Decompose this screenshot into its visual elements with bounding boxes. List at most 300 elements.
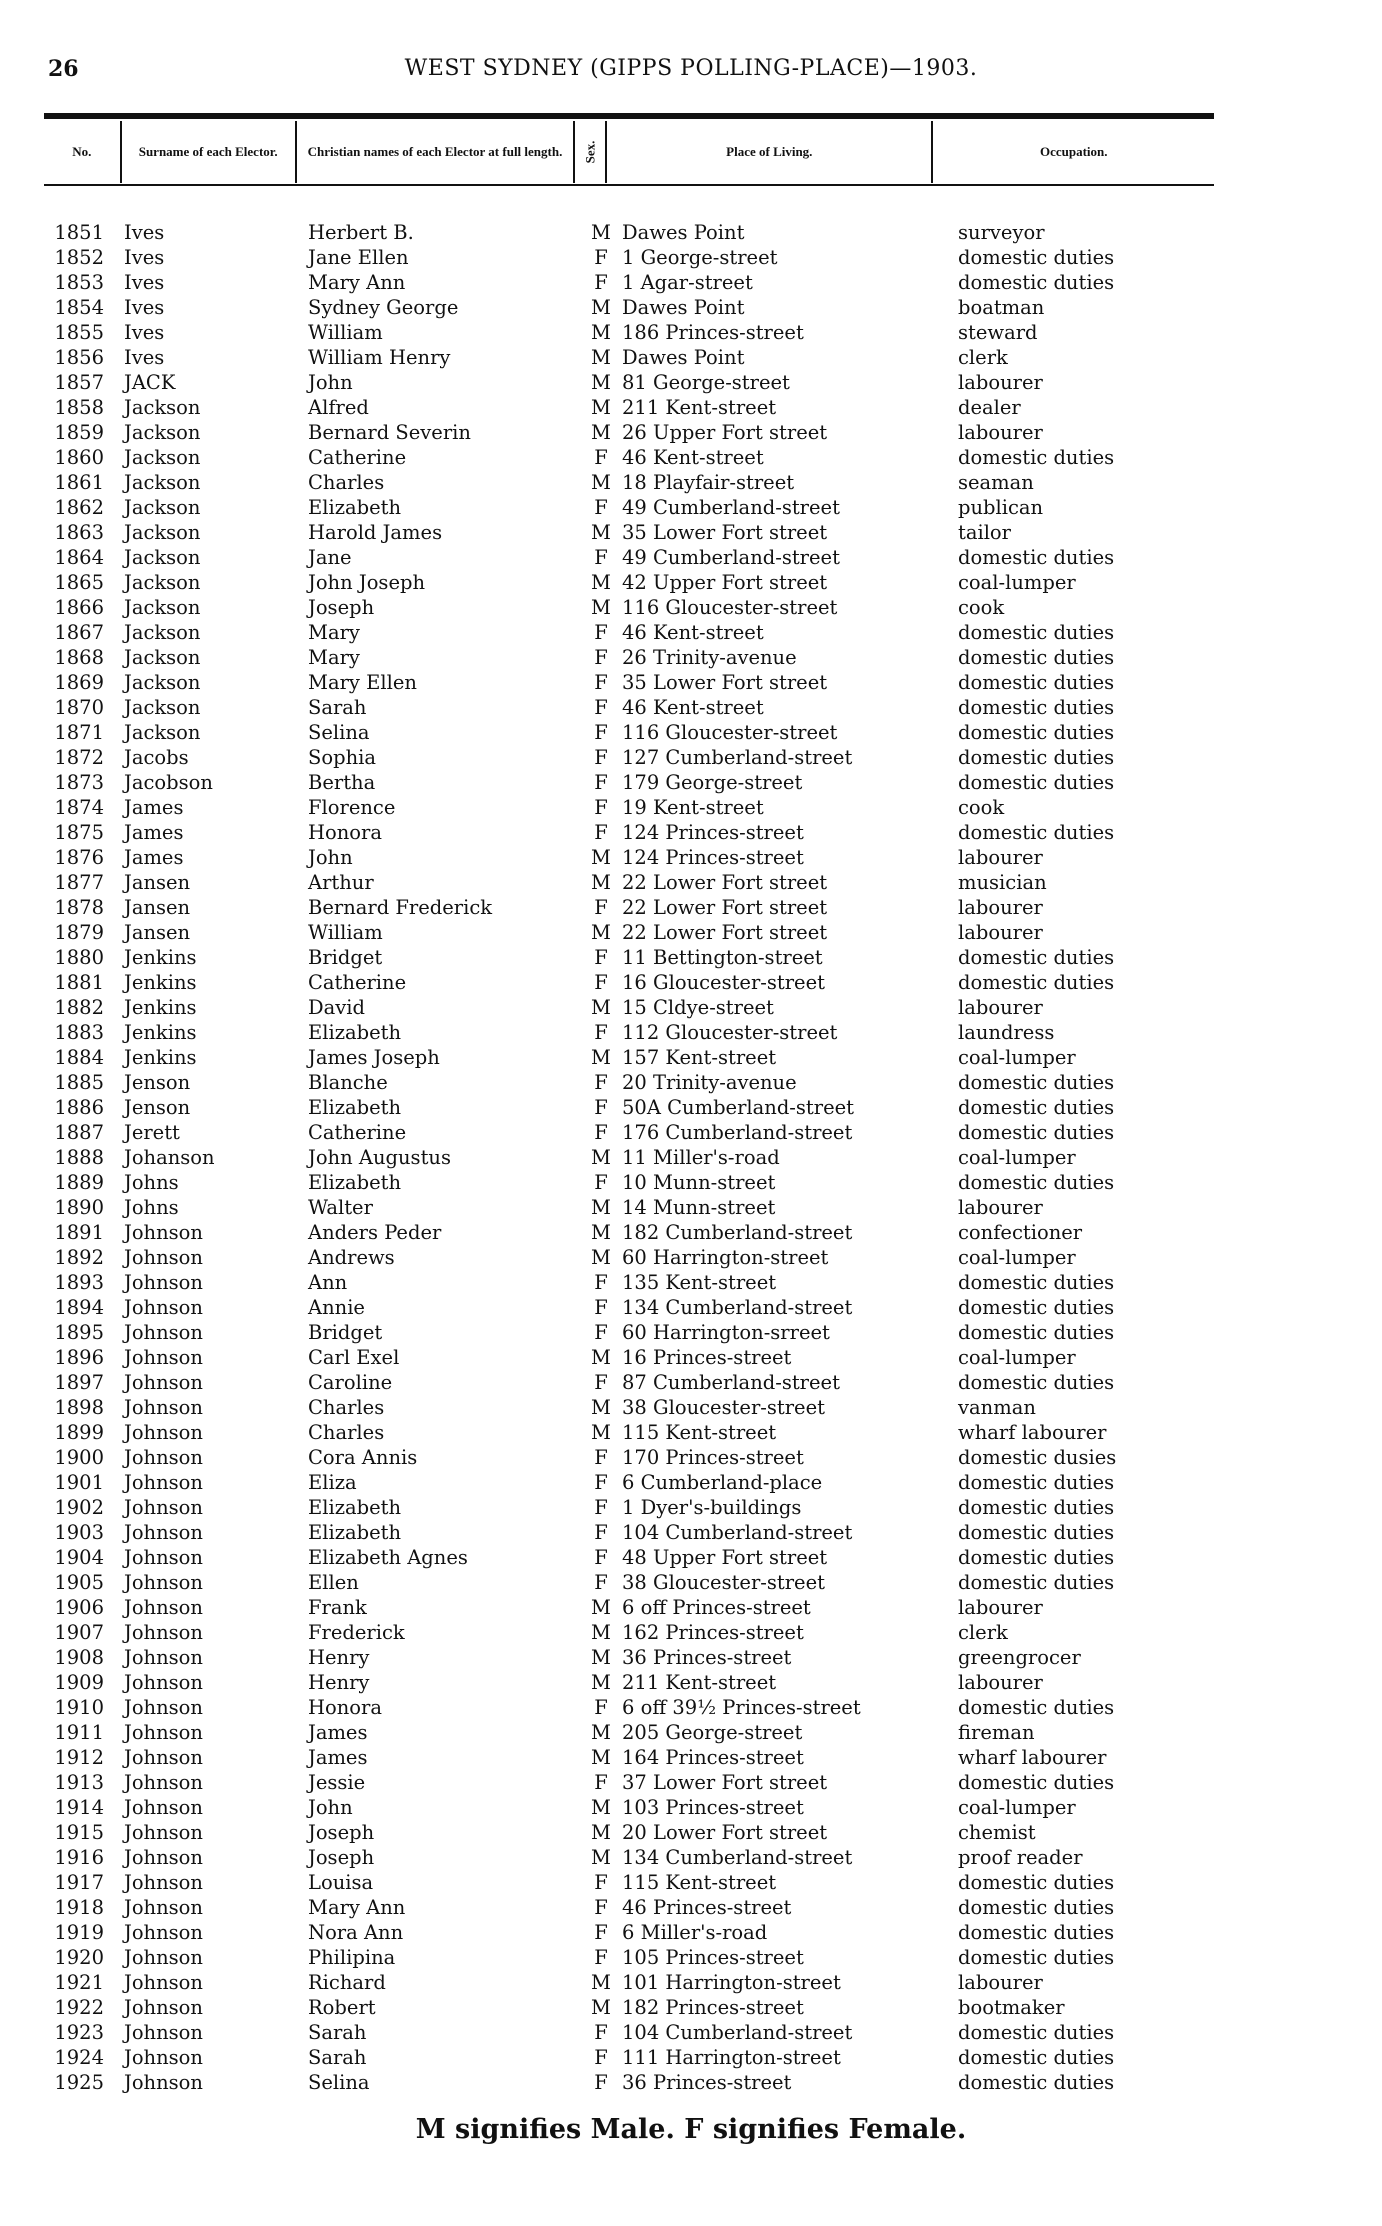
- elector-place-of-living: 36 Princes-street: [622, 2071, 792, 2094]
- table-row: [0, 1420, 1382, 1445]
- elector-surname: Johnson: [124, 1271, 203, 1294]
- elector-place-of-living: 35 Lower Fort street: [622, 671, 828, 694]
- elector-surname: James: [124, 821, 184, 844]
- elector-occupation: domestic duties: [958, 771, 1115, 794]
- elector-occupation: steward: [958, 321, 1038, 344]
- elector-place-of-living: 46 Princes-street: [622, 1896, 792, 1919]
- table-row: [0, 1995, 1382, 2020]
- elector-number: 1902: [54, 1496, 104, 1519]
- footer-legend: M signifies Male. F signifies Female.: [415, 2114, 967, 2145]
- elector-christian-names: Joseph: [308, 1846, 375, 1869]
- elector-christian-names: Herbert B.: [308, 221, 414, 244]
- elector-surname: Jenkins: [124, 1046, 197, 1069]
- table-row: [0, 245, 1382, 270]
- elector-number: 1882: [54, 996, 104, 1019]
- elector-occupation: tailor: [958, 521, 1011, 544]
- elector-place-of-living: 50A Cumberland-street: [622, 1096, 854, 1119]
- elector-occupation: labourer: [958, 846, 1043, 869]
- elector-surname: Jackson: [124, 496, 201, 519]
- elector-surname: Johnson: [124, 1646, 203, 1669]
- elector-christian-names: Bertha: [308, 771, 376, 794]
- elector-sex: F: [594, 2021, 608, 2044]
- elector-occupation: domestic duties: [958, 1546, 1115, 1569]
- elector-place-of-living: 1 George-street: [622, 246, 778, 269]
- elector-sex: M: [591, 1621, 611, 1644]
- elector-occupation: domestic duties: [958, 1946, 1115, 1969]
- elector-number: 1883: [54, 1021, 104, 1044]
- elector-christian-names: Jessie: [308, 1771, 366, 1794]
- elector-surname: Jackson: [124, 421, 201, 444]
- elector-place-of-living: 38 Gloucester-street: [622, 1571, 825, 1594]
- elector-surname: Jackson: [124, 671, 201, 694]
- table-row: [0, 2070, 1382, 2095]
- elector-christian-names: John: [308, 1796, 353, 1819]
- elector-place-of-living: 87 Cumberland-street: [622, 1371, 840, 1394]
- elector-christian-names: William: [308, 921, 383, 944]
- elector-christian-names: John Joseph: [308, 571, 426, 594]
- elector-occupation: domestic duties: [958, 1571, 1115, 1594]
- elector-surname: Johns: [124, 1171, 179, 1194]
- elector-christian-names: William Henry: [308, 346, 451, 369]
- elector-occupation: musician: [958, 871, 1047, 894]
- elector-christian-names: Joseph: [308, 1821, 375, 1844]
- elector-sex: M: [591, 221, 611, 244]
- table-row: [0, 795, 1382, 820]
- elector-sex: F: [594, 946, 608, 969]
- elector-christian-names: Ann: [308, 1271, 348, 1294]
- elector-place-of-living: 60 Harrington-street: [622, 1246, 829, 1269]
- elector-surname: Johnson: [124, 1446, 203, 1469]
- elector-occupation: coal-lumper: [958, 1346, 1076, 1369]
- elector-christian-names: Ellen: [308, 1571, 359, 1594]
- elector-surname: JACK: [124, 371, 176, 394]
- elector-sex: F: [594, 671, 608, 694]
- elector-christian-names: Henry: [308, 1646, 370, 1669]
- table-row: [0, 295, 1382, 320]
- elector-number: 1893: [54, 1271, 104, 1294]
- column-header-christian-names: Christian names of each Elector at full length.: [297, 121, 576, 183]
- elector-sex: M: [591, 571, 611, 594]
- elector-sex: M: [591, 846, 611, 869]
- page-number: 26: [48, 56, 79, 82]
- elector-number: 1855: [54, 321, 104, 344]
- elector-sex: F: [594, 971, 608, 994]
- elector-number: 1898: [54, 1396, 104, 1419]
- elector-surname: Johnson: [124, 1796, 203, 1819]
- elector-occupation: domestic duties: [958, 1521, 1115, 1544]
- elector-christian-names: Richard: [308, 1971, 386, 1994]
- elector-occupation: domestic duties: [958, 1296, 1115, 1319]
- elector-surname: Johnson: [124, 2021, 203, 2044]
- table-row: [0, 1545, 1382, 1570]
- elector-number: 1880: [54, 946, 104, 969]
- elector-sex: F: [594, 646, 608, 669]
- elector-occupation: domestic duties: [958, 446, 1115, 469]
- elector-place-of-living: 37 Lower Fort street: [622, 1771, 828, 1794]
- elector-sex: F: [594, 621, 608, 644]
- elector-christian-names: James: [308, 1746, 368, 1769]
- elector-number: 1870: [54, 696, 104, 719]
- elector-christian-names: Jane: [308, 546, 352, 569]
- elector-number: 1876: [54, 846, 104, 869]
- elector-number: 1873: [54, 771, 104, 794]
- elector-occupation: domestic duties: [958, 1496, 1115, 1519]
- elector-number: 1862: [54, 496, 104, 519]
- elector-sex: M: [591, 1146, 611, 1169]
- elector-christian-names: Mary: [308, 621, 360, 644]
- elector-christian-names: Sarah: [308, 2021, 367, 2044]
- elector-christian-names: Bernard Frederick: [308, 896, 493, 919]
- elector-sex: M: [591, 1821, 611, 1844]
- elector-surname: Johnson: [124, 1471, 203, 1494]
- elector-occupation: domestic duties: [958, 246, 1115, 269]
- table-row: [0, 620, 1382, 645]
- elector-number: 1901: [54, 1471, 104, 1494]
- elector-sex: M: [591, 1246, 611, 1269]
- elector-surname: Johnson: [124, 1246, 203, 1269]
- elector-surname: Johnson: [124, 1696, 203, 1719]
- elector-surname: Johnson: [124, 1821, 203, 1844]
- table-row: [0, 1820, 1382, 1845]
- elector-number: 1905: [54, 1571, 104, 1594]
- table-row: [0, 1445, 1382, 1470]
- elector-number: 1896: [54, 1346, 104, 1369]
- elector-occupation: labourer: [958, 421, 1043, 444]
- table-row: [0, 1520, 1382, 1545]
- elector-sex: M: [591, 996, 611, 1019]
- elector-number: 1913: [54, 1771, 104, 1794]
- elector-surname: Jackson: [124, 646, 201, 669]
- elector-place-of-living: 115 Kent-street: [622, 1871, 777, 1894]
- elector-occupation: domestic duties: [958, 646, 1115, 669]
- elector-number: 1888: [54, 1146, 104, 1169]
- elector-surname: Johnson: [124, 1946, 203, 1969]
- elector-surname: Jenkins: [124, 946, 197, 969]
- elector-sex: F: [594, 2071, 608, 2094]
- elector-place-of-living: 164 Princes-street: [622, 1746, 804, 1769]
- elector-occupation: wharf labourer: [958, 1421, 1107, 1444]
- elector-number: 1897: [54, 1371, 104, 1394]
- elector-list: [0, 220, 1382, 2095]
- elector-place-of-living: 116 Gloucester-street: [622, 721, 838, 744]
- elector-surname: Johnson: [124, 1371, 203, 1394]
- elector-christian-names: Charles: [308, 471, 385, 494]
- elector-number: 1867: [54, 621, 104, 644]
- table-row: [0, 1045, 1382, 1070]
- elector-christian-names: Caroline: [308, 1371, 393, 1394]
- table-row: [0, 2045, 1382, 2070]
- elector-christian-names: David: [308, 996, 365, 1019]
- elector-surname: Jansen: [124, 921, 191, 944]
- table-row: [0, 945, 1382, 970]
- elector-place-of-living: 60 Harrington-srreet: [622, 1321, 830, 1344]
- elector-surname: James: [124, 796, 184, 819]
- elector-occupation: domestic duties: [958, 721, 1115, 744]
- table-row: [0, 770, 1382, 795]
- elector-number: 1868: [54, 646, 104, 669]
- elector-number: 1852: [54, 246, 104, 269]
- elector-sex: F: [594, 2046, 608, 2069]
- elector-occupation: domestic dusies: [958, 1446, 1117, 1469]
- elector-sex: M: [591, 596, 611, 619]
- elector-occupation: domestic duties: [958, 1696, 1115, 1719]
- elector-number: 1891: [54, 1221, 104, 1244]
- page-title: WEST SYDNEY (GIPPS POLLING-PLACE)—1903.: [404, 56, 978, 81]
- elector-surname: Johnson: [124, 1896, 203, 1919]
- elector-occupation: coal-lumper: [958, 1146, 1076, 1169]
- elector-sex: F: [594, 1071, 608, 1094]
- elector-surname: Jackson: [124, 471, 201, 494]
- elector-place-of-living: 14 Munn-street: [622, 1196, 776, 1219]
- elector-number: 1869: [54, 671, 104, 694]
- elector-number: 1851: [54, 221, 104, 244]
- elector-number: 1874: [54, 796, 104, 819]
- elector-surname: Johnson: [124, 1221, 203, 1244]
- elector-place-of-living: 162 Princes-street: [622, 1621, 804, 1644]
- elector-occupation: publican: [958, 496, 1044, 519]
- table-row: [0, 595, 1382, 620]
- elector-occupation: greengrocer: [958, 1646, 1081, 1669]
- elector-christian-names: Mary Ann: [308, 1896, 406, 1919]
- table-row: [0, 1870, 1382, 1895]
- elector-sex: F: [594, 1896, 608, 1919]
- elector-christian-names: Frederick: [308, 1621, 405, 1644]
- elector-christian-names: Frank: [308, 1596, 367, 1619]
- table-row: [0, 1145, 1382, 1170]
- elector-occupation: vanman: [958, 1396, 1036, 1419]
- elector-occupation: domestic duties: [958, 1096, 1115, 1119]
- elector-number: 1860: [54, 446, 104, 469]
- elector-occupation: cook: [958, 796, 1005, 819]
- elector-place-of-living: 170 Princes-street: [622, 1446, 804, 1469]
- elector-number: 1921: [54, 1971, 104, 1994]
- table-row: [0, 495, 1382, 520]
- column-header-surname: Surname of each Elector.: [122, 121, 297, 183]
- elector-surname: Johnson: [124, 1846, 203, 1869]
- elector-place-of-living: 38 Gloucester-street: [622, 1396, 825, 1419]
- elector-christian-names: Sarah: [308, 696, 367, 719]
- elector-number: 1890: [54, 1196, 104, 1219]
- elector-occupation: coal-lumper: [958, 1046, 1076, 1069]
- elector-place-of-living: 81 George-street: [622, 371, 790, 394]
- elector-christian-names: Arthur: [308, 871, 374, 894]
- elector-occupation: domestic duties: [958, 1171, 1115, 1194]
- elector-place-of-living: 127 Cumberland-street: [622, 746, 853, 769]
- table-row: [0, 745, 1382, 770]
- elector-christian-names: Carl Exel: [308, 1346, 400, 1369]
- elector-christian-names: Selina: [308, 721, 370, 744]
- elector-place-of-living: 104 Cumberland-street: [622, 2021, 853, 2044]
- elector-christian-names: James: [308, 1721, 368, 1744]
- elector-occupation: domestic duties: [958, 1896, 1115, 1919]
- table-row: [0, 1795, 1382, 1820]
- elector-christian-names: Mary: [308, 646, 360, 669]
- elector-place-of-living: 186 Princes-street: [622, 321, 804, 344]
- elector-number: 1923: [54, 2021, 104, 2044]
- elector-occupation: domestic duties: [958, 271, 1115, 294]
- elector-occupation: chemist: [958, 1821, 1036, 1844]
- column-header-place: Place of Living.: [607, 121, 933, 183]
- table-row: [0, 995, 1382, 1020]
- elector-christian-names: Selina: [308, 2071, 370, 2094]
- elector-surname: Jenson: [124, 1096, 191, 1119]
- elector-christian-names: Honora: [308, 1696, 382, 1719]
- table-row: [0, 1770, 1382, 1795]
- elector-number: 1854: [54, 296, 104, 319]
- table-row: [0, 645, 1382, 670]
- elector-christian-names: John: [308, 846, 353, 869]
- elector-occupation: confectioner: [958, 1221, 1083, 1244]
- elector-number: 1918: [54, 1896, 104, 1919]
- table-row: [0, 1695, 1382, 1720]
- elector-christian-names: Jane Ellen: [308, 246, 409, 269]
- elector-christian-names: Elizabeth: [308, 1171, 402, 1194]
- elector-christian-names: James Joseph: [308, 1046, 440, 1069]
- elector-number: 1909: [54, 1671, 104, 1694]
- elector-sex: F: [594, 1696, 608, 1719]
- elector-number: 1919: [54, 1921, 104, 1944]
- elector-place-of-living: 115 Kent-street: [622, 1421, 777, 1444]
- elector-place-of-living: 205 George-street: [622, 1721, 803, 1744]
- elector-number: 1881: [54, 971, 104, 994]
- elector-sex: M: [591, 1196, 611, 1219]
- table-row: [0, 1745, 1382, 1770]
- elector-christian-names: Robert: [308, 1996, 376, 2019]
- table-row: [0, 1295, 1382, 1320]
- elector-place-of-living: 1 Agar-street: [622, 271, 753, 294]
- elector-sex: F: [594, 1871, 608, 1894]
- elector-number: 1907: [54, 1621, 104, 1644]
- table-row: [0, 320, 1382, 345]
- elector-place-of-living: 182 Princes-street: [622, 1996, 804, 2019]
- elector-place-of-living: 20 Lower Fort street: [622, 1821, 828, 1844]
- elector-christian-names: Elizabeth: [308, 496, 402, 519]
- header-rule: [44, 113, 1214, 119]
- elector-sex: M: [591, 1346, 611, 1369]
- elector-christian-names: Honora: [308, 821, 382, 844]
- elector-place-of-living: 16 Princes-street: [622, 1346, 792, 1369]
- table-row: [0, 720, 1382, 745]
- elector-occupation: domestic duties: [958, 1321, 1115, 1344]
- elector-occupation: surveyor: [958, 221, 1045, 244]
- elector-surname: Jackson: [124, 546, 201, 569]
- elector-sex: F: [594, 246, 608, 269]
- elector-sex: F: [594, 1096, 608, 1119]
- elector-number: 1859: [54, 421, 104, 444]
- elector-christian-names: Anders Peder: [308, 1221, 442, 1244]
- elector-christian-names: Elizabeth: [308, 1021, 402, 1044]
- elector-place-of-living: 211 Kent-street: [622, 1671, 777, 1694]
- elector-place-of-living: 49 Cumberland-street: [622, 546, 840, 569]
- elector-surname: Jenkins: [124, 996, 197, 1019]
- elector-occupation: labourer: [958, 996, 1043, 1019]
- elector-occupation: dealer: [958, 396, 1021, 419]
- elector-surname: Johnson: [124, 1321, 203, 1344]
- table-row: [0, 220, 1382, 245]
- elector-number: 1899: [54, 1421, 104, 1444]
- elector-place-of-living: 11 Bettington-street: [622, 946, 823, 969]
- table-row: [0, 1170, 1382, 1195]
- elector-occupation: cook: [958, 596, 1005, 619]
- table-row: [0, 1470, 1382, 1495]
- elector-christian-names: Nora Ann: [308, 1921, 404, 1944]
- table-row: [0, 1570, 1382, 1595]
- elector-christian-names: Louisa: [308, 1871, 374, 1894]
- elector-sex: M: [591, 371, 611, 394]
- elector-surname: Jacobs: [124, 746, 189, 769]
- elector-christian-names: Henry: [308, 1671, 370, 1694]
- elector-place-of-living: 179 George-street: [622, 771, 803, 794]
- elector-number: 1914: [54, 1796, 104, 1819]
- elector-number: 1879: [54, 921, 104, 944]
- elector-place-of-living: 176 Cumberland-street: [622, 1121, 853, 1144]
- elector-sex: F: [594, 1496, 608, 1519]
- elector-surname: Johnson: [124, 1296, 203, 1319]
- table-row: [0, 1645, 1382, 1670]
- elector-number: 1865: [54, 571, 104, 594]
- elector-occupation: coal-lumper: [958, 571, 1076, 594]
- elector-christian-names: Elizabeth: [308, 1096, 402, 1119]
- table-row: [0, 270, 1382, 295]
- elector-place-of-living: Dawes Point: [622, 296, 745, 319]
- table-row: [0, 345, 1382, 370]
- elector-number: 1895: [54, 1321, 104, 1344]
- elector-christian-names: Elizabeth: [308, 1521, 402, 1544]
- elector-christian-names: Annie: [308, 1296, 365, 1319]
- elector-number: 1863: [54, 521, 104, 544]
- elector-sex: F: [594, 771, 608, 794]
- elector-surname: Jenkins: [124, 971, 197, 994]
- elector-sex: M: [591, 421, 611, 444]
- table-row: [0, 445, 1382, 470]
- elector-place-of-living: 26 Upper Fort street: [622, 421, 828, 444]
- elector-sex: F: [594, 1271, 608, 1294]
- elector-occupation: domestic duties: [958, 696, 1115, 719]
- elector-surname: Johnson: [124, 1596, 203, 1619]
- elector-surname: Johnson: [124, 1721, 203, 1744]
- elector-surname: Jackson: [124, 696, 201, 719]
- elector-place-of-living: 182 Cumberland-street: [622, 1221, 853, 1244]
- table-row: [0, 1945, 1382, 1970]
- elector-christian-names: Charles: [308, 1396, 385, 1419]
- elector-place-of-living: 48 Upper Fort street: [622, 1546, 828, 1569]
- elector-surname: Johns: [124, 1196, 179, 1219]
- elector-sex: M: [591, 1396, 611, 1419]
- elector-surname: Ives: [124, 296, 165, 319]
- elector-number: 1920: [54, 1946, 104, 1969]
- elector-surname: Ives: [124, 346, 165, 369]
- elector-christian-names: Catherine: [308, 1121, 407, 1144]
- elector-place-of-living: 134 Cumberland-street: [622, 1846, 853, 1869]
- elector-occupation: boatman: [958, 296, 1045, 319]
- elector-number: 1885: [54, 1071, 104, 1094]
- elector-surname: Jackson: [124, 396, 201, 419]
- table-row: [0, 1370, 1382, 1395]
- elector-occupation: coal-lumper: [958, 1246, 1076, 1269]
- elector-sex: F: [594, 1946, 608, 1969]
- elector-occupation: domestic duties: [958, 1121, 1115, 1144]
- elector-place-of-living: Dawes Point: [622, 346, 745, 369]
- table-row: [0, 1720, 1382, 1745]
- elector-number: 1904: [54, 1546, 104, 1569]
- elector-sex: M: [591, 921, 611, 944]
- table-row: [0, 670, 1382, 695]
- elector-sex: M: [591, 1996, 611, 2019]
- elector-occupation: domestic duties: [958, 1921, 1115, 1944]
- elector-sex: M: [591, 321, 611, 344]
- elector-sex: F: [594, 546, 608, 569]
- elector-surname: Johnson: [124, 1571, 203, 1594]
